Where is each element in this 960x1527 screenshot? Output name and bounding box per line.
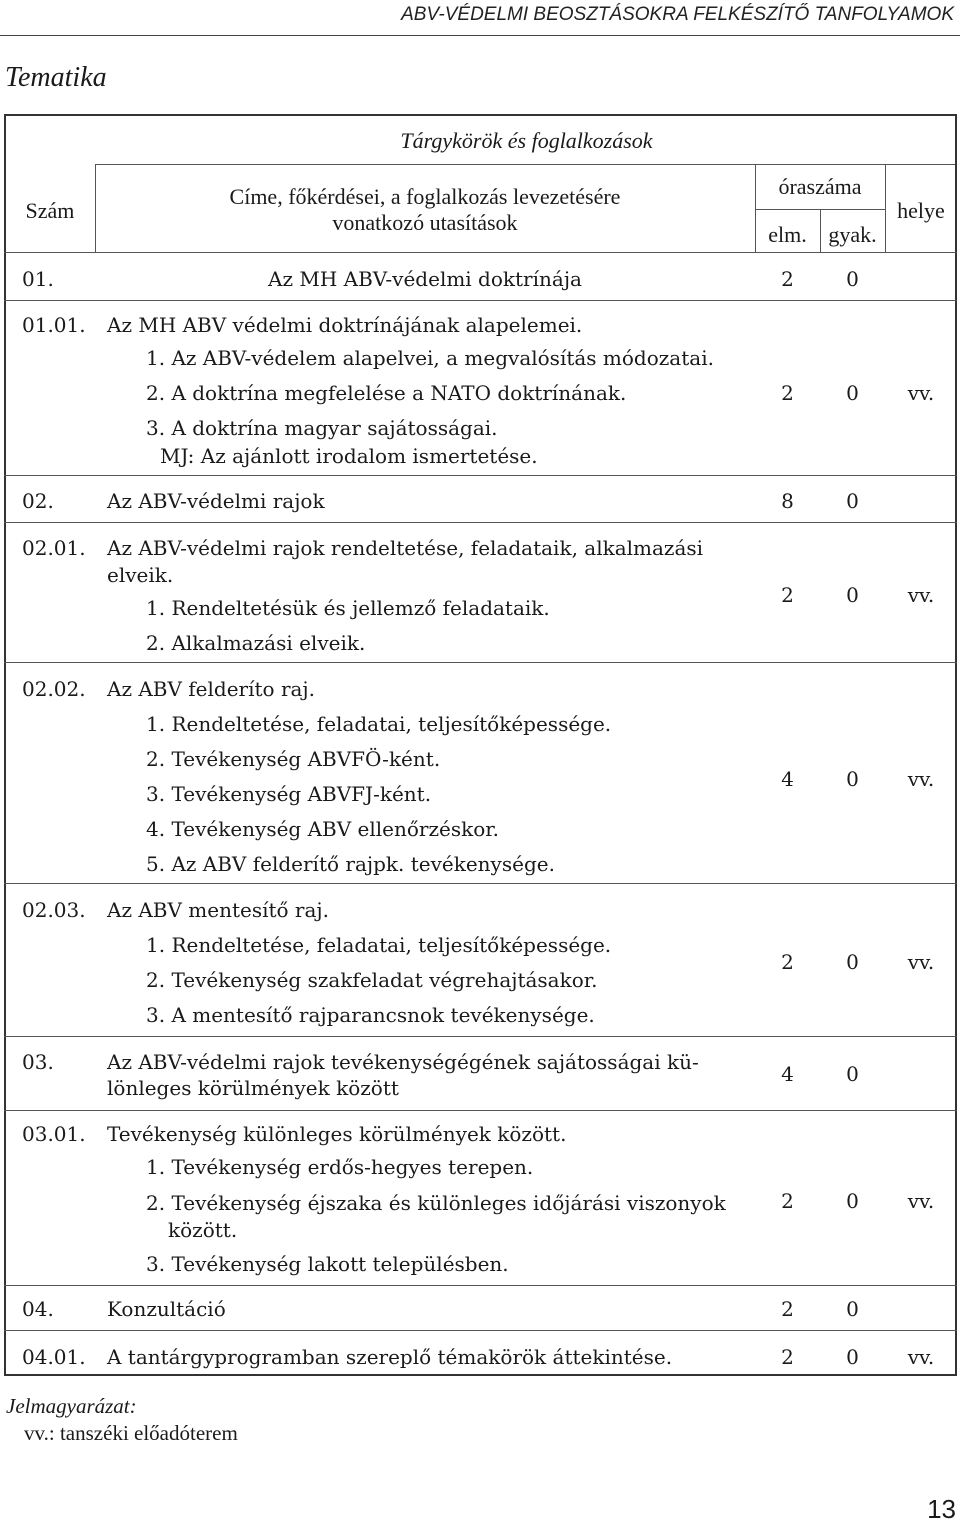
- row-title: Konzultáció: [107, 1297, 226, 1321]
- col-header-gyak: gyak.: [828, 222, 877, 247]
- row-elm: 2: [781, 1189, 794, 1213]
- row-helye: vv.: [907, 1345, 935, 1369]
- row-number: 04.: [22, 1297, 54, 1321]
- row-line: 2. Tevékenység szakfeladat végrehajtásakor.: [146, 968, 598, 992]
- hline-row: [4, 522, 957, 523]
- row-gyak: 0: [846, 767, 859, 791]
- row-elm: 2: [781, 583, 794, 607]
- col-header-szam: Szám: [25, 198, 75, 223]
- hline-row: [4, 300, 957, 301]
- row-number: 02.03.: [22, 898, 86, 922]
- vline-szam-header: [95, 164, 96, 252]
- row-elm: 4: [781, 767, 794, 791]
- col-header-helye: helye: [897, 198, 945, 223]
- row-line: 1. Az ABV-védelem alapelvei, a megvalósítás módozatai.: [146, 346, 714, 370]
- row-line: Az ABV-védelmi rajok rendeltetése, feladataik, alkalmazási: [107, 536, 704, 560]
- row-gyak: 0: [846, 381, 859, 405]
- row-number: 03.01.: [22, 1122, 86, 1146]
- row-helye: vv.: [907, 1189, 935, 1213]
- row-line: Tevékenység különleges körülmények között.: [107, 1122, 567, 1146]
- vline-elm-header: [820, 209, 821, 252]
- section-title: Tematika: [5, 62, 107, 93]
- hline-row: [4, 883, 957, 884]
- row-line: 2. Tevékenység ABVFÖ-ként.: [146, 747, 441, 771]
- hline-header: [4, 252, 957, 253]
- row-elm: 2: [781, 1345, 794, 1369]
- header-rule: [0, 35, 960, 36]
- row-title: Az ABV-védelmi rajok: [107, 489, 325, 513]
- row-line: lönleges körülmények között: [107, 1076, 399, 1100]
- row-line: MJ: Az ajánlott irodalom ismertetése.: [160, 444, 538, 468]
- vline-cime-header: [755, 164, 756, 252]
- row-line: között.: [168, 1218, 238, 1242]
- row-line: 3. A mentesítő rajparancsnok tevékenysége.: [146, 1003, 595, 1027]
- vline-gyak-header: [885, 164, 886, 252]
- row-line: 1. Rendeltetésük és jellemző feladataik.: [146, 596, 550, 620]
- row-line: Az ABV mentesítő raj.: [107, 898, 329, 922]
- row-line: 2. Alkalmazási elveik.: [146, 631, 366, 655]
- row-line: 5. Az ABV felderítő rajpk. tevékenysége.: [146, 852, 555, 876]
- row-elm: 2: [781, 381, 794, 405]
- hline-row: [4, 1036, 957, 1037]
- col-header-cime-1: Címe, főkérdései, a foglalkozás levezetésére: [229, 184, 621, 209]
- row-number: 03.: [22, 1050, 54, 1074]
- hline-row: [4, 1110, 957, 1111]
- row-line: Az MH ABV védelmi doktrínájának alapelemei.: [107, 313, 583, 337]
- row-line: 3. A doktrína magyar sajátosságai.: [146, 416, 498, 440]
- row-elm: 2: [781, 267, 794, 291]
- row-line: Az ABV-védelmi rajok tevékenységégének sajátosságai kü-: [107, 1050, 699, 1074]
- hline-row: [4, 662, 957, 663]
- row-number: 02.01.: [22, 536, 86, 560]
- row-elm: 4: [781, 1062, 794, 1086]
- row-gyak: 0: [846, 267, 859, 291]
- row-title: Az MH ABV-védelmi doktrínája: [268, 267, 582, 291]
- running-header: ABV-VÉDELMI BEOSZTÁSOKRA FELKÉSZÍTŐ TANFOLYAMOK: [401, 4, 954, 25]
- row-line: 4. Tevékenység ABV ellenőrzéskor.: [146, 817, 499, 841]
- row-line: 2. Tevékenység éjszaka és különleges időjárási viszonyok: [146, 1191, 726, 1215]
- row-helye: vv.: [907, 767, 935, 791]
- table-caption: Tárgykörök és foglalkozások: [400, 128, 653, 153]
- row-helye: vv.: [907, 583, 935, 607]
- row-gyak: 0: [846, 1297, 859, 1321]
- row-helye: vv.: [907, 950, 935, 974]
- col-header-elm: elm.: [768, 222, 807, 247]
- row-line: 2. A doktrína megfelelése a NATO doktrínának.: [146, 381, 627, 405]
- row-line: 1. Rendeltetése, feladatai, teljesítőképessége.: [146, 712, 612, 736]
- row-gyak: 0: [846, 1062, 859, 1086]
- row-gyak: 0: [846, 489, 859, 513]
- row-line: elveik.: [107, 563, 174, 587]
- legend-title: Jelmagyarázat:: [6, 1394, 137, 1418]
- row-elm: 2: [781, 1297, 794, 1321]
- hline-row: [4, 1330, 957, 1331]
- row-gyak: 0: [846, 1189, 859, 1213]
- col-header-cime-2: vonatkozó utasítások: [332, 210, 518, 235]
- legend-text: vv.: tanszéki előadóterem: [24, 1421, 238, 1445]
- row-number: 04.01.: [22, 1345, 86, 1369]
- row-line: A tantárgyprogramban szereplő témakörök áttekintése.: [107, 1345, 673, 1369]
- row-line: 1. Rendeltetése, feladatai, teljesítőképessége.: [146, 933, 612, 957]
- row-gyak: 0: [846, 1345, 859, 1369]
- hline-row: [4, 1285, 957, 1286]
- row-gyak: 0: [846, 950, 859, 974]
- row-line: 1. Tevékenység erdős-hegyes terepen.: [146, 1155, 534, 1179]
- row-line: 3. Tevékenység ABVFJ-ként.: [146, 782, 432, 806]
- row-line: 3. Tevékenység lakott településben.: [146, 1252, 509, 1276]
- hline-caption: [95, 164, 955, 165]
- row-helye: vv.: [907, 381, 935, 405]
- hline-row: [4, 475, 957, 476]
- row-elm: 8: [781, 489, 794, 513]
- row-gyak: 0: [846, 583, 859, 607]
- row-number: 01.01.: [22, 313, 86, 337]
- row-line: Az ABV felderíto raj.: [107, 677, 315, 701]
- col-header-oraszama: óraszáma: [778, 174, 862, 199]
- row-number: 01.: [22, 267, 54, 291]
- row-number: 02.: [22, 489, 54, 513]
- row-number: 02.02.: [22, 677, 86, 701]
- row-elm: 2: [781, 950, 794, 974]
- page-number: 13: [927, 1494, 956, 1524]
